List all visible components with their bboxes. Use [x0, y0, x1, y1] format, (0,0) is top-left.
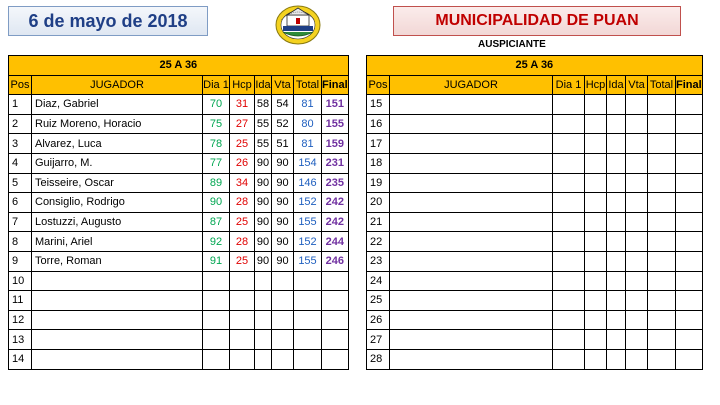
dia1-cell [553, 251, 585, 271]
player-cell: Diaz, Gabriel [32, 95, 203, 115]
final-cell [676, 95, 703, 115]
hcp-cell: 28 [230, 193, 255, 213]
player-cell: Marini, Ariel [32, 232, 203, 252]
final-cell [676, 173, 703, 193]
table-row [367, 193, 703, 213]
table-row [367, 212, 703, 232]
table-row [367, 153, 703, 173]
table-row [9, 114, 349, 134]
hcp-column-header: Hcp [230, 75, 255, 95]
hcp-cell: 25 [230, 251, 255, 271]
final-cell [676, 232, 703, 252]
total-cell [648, 193, 676, 213]
pos-cell: 21 [367, 212, 390, 232]
hcp-cell [230, 310, 255, 330]
hcp-cell [585, 251, 607, 271]
ida-cell [607, 212, 626, 232]
player-cell [390, 153, 553, 173]
total-cell [648, 232, 676, 252]
table-row [9, 173, 349, 193]
table-row [9, 193, 349, 213]
table-row [367, 330, 703, 350]
pos-cell: 7 [9, 212, 32, 232]
dia1-cell [203, 330, 230, 350]
table-row [9, 134, 349, 154]
dia1-cell [553, 95, 585, 115]
player-cell [390, 251, 553, 271]
total-cell [648, 134, 676, 154]
table-row [367, 232, 703, 252]
pos-cell: 26 [367, 310, 390, 330]
pos-cell: 10 [9, 271, 32, 291]
hcp-cell: 25 [230, 212, 255, 232]
hcp-cell [585, 153, 607, 173]
dia1-cell [553, 310, 585, 330]
ida-cell [255, 271, 272, 291]
category-header: 25 A 36 [9, 56, 349, 76]
final-cell [676, 153, 703, 173]
player-cell: Teisseire, Oscar [32, 173, 203, 193]
player-cell: Consiglio, Rodrigo [32, 193, 203, 213]
table-row [367, 95, 703, 115]
total-cell: 81 [294, 134, 322, 154]
player-cell: Torre, Roman [32, 251, 203, 271]
pos-cell: 19 [367, 173, 390, 193]
pos-cell: 27 [367, 330, 390, 350]
final-cell: 231 [322, 153, 349, 173]
dia1-cell: 70 [203, 95, 230, 115]
hcp-cell [585, 114, 607, 134]
pos-cell: 5 [9, 173, 32, 193]
table-row [9, 95, 349, 115]
total-cell [648, 330, 676, 350]
dia1-cell [553, 114, 585, 134]
total-cell [648, 271, 676, 291]
ida-cell [255, 310, 272, 330]
total-cell: 146 [294, 173, 322, 193]
player-cell [390, 114, 553, 134]
ida-cell [607, 251, 626, 271]
final-cell [322, 291, 349, 311]
total-cell [648, 349, 676, 369]
pos-cell: 8 [9, 232, 32, 252]
pos-cell: 16 [367, 114, 390, 134]
vta-cell [626, 232, 648, 252]
pos-cell: 18 [367, 153, 390, 173]
total-cell [294, 310, 322, 330]
final-cell [676, 310, 703, 330]
pos-cell: 22 [367, 232, 390, 252]
player-cell [32, 271, 203, 291]
vta-cell [626, 134, 648, 154]
ida-cell: 90 [255, 193, 272, 213]
vta-cell [626, 271, 648, 291]
ida-cell [607, 193, 626, 213]
total-cell: 152 [294, 232, 322, 252]
dia1-cell: 75 [203, 114, 230, 134]
pos-cell: 13 [9, 330, 32, 350]
total-cell [648, 153, 676, 173]
municipality-title: MUNICIPALIDAD DE PUAN [393, 6, 681, 36]
pos-cell: 9 [9, 251, 32, 271]
dia1-cell [553, 134, 585, 154]
results-table-right [366, 55, 703, 370]
player-cell: Ruiz Moreno, Horacio [32, 114, 203, 134]
vta-cell [626, 95, 648, 115]
table-row [367, 291, 703, 311]
final-cell [676, 134, 703, 154]
dia1-cell [553, 291, 585, 311]
table-row [367, 271, 703, 291]
dia1-cell: 91 [203, 251, 230, 271]
dia1-column-header: Dia 1 [203, 75, 230, 95]
ida-cell: 55 [255, 114, 272, 134]
total-cell [294, 291, 322, 311]
hcp-cell: 34 [230, 173, 255, 193]
ida-cell [607, 349, 626, 369]
total-cell [648, 212, 676, 232]
dia1-cell [553, 349, 585, 369]
total-cell [648, 251, 676, 271]
total-cell [648, 291, 676, 311]
total-cell [648, 95, 676, 115]
ida-cell: 58 [255, 95, 272, 115]
player-cell [390, 173, 553, 193]
ida-cell [255, 330, 272, 350]
hcp-cell [585, 271, 607, 291]
final-cell: 242 [322, 212, 349, 232]
vta-cell: 90 [272, 232, 294, 252]
hcp-cell [230, 271, 255, 291]
total-cell [294, 349, 322, 369]
player-cell [32, 330, 203, 350]
vta-cell [626, 330, 648, 350]
player-cell [390, 193, 553, 213]
pos-cell: 28 [367, 349, 390, 369]
dia1-cell [553, 193, 585, 213]
vta-cell: 90 [272, 212, 294, 232]
pos-cell: 24 [367, 271, 390, 291]
hcp-cell: 31 [230, 95, 255, 115]
table-row [9, 251, 349, 271]
final-cell [676, 193, 703, 213]
ida-column-header: Ida [255, 75, 272, 95]
final-cell: 244 [322, 232, 349, 252]
table-row [9, 330, 349, 350]
vta-cell [272, 291, 294, 311]
table-row [9, 153, 349, 173]
player-cell [390, 95, 553, 115]
vta-cell [272, 330, 294, 350]
total-cell [294, 271, 322, 291]
pos-column-header: Pos [9, 75, 32, 95]
total-column-header: Total [294, 75, 322, 95]
dia1-cell [203, 310, 230, 330]
player-cell [390, 310, 553, 330]
total-cell [648, 310, 676, 330]
hcp-cell [585, 310, 607, 330]
player-cell: Lostuzzi, Augusto [32, 212, 203, 232]
ida-cell [607, 114, 626, 134]
player-cell [390, 232, 553, 252]
table-row [9, 291, 349, 311]
table-row [9, 271, 349, 291]
vta-cell [626, 251, 648, 271]
pos-cell: 12 [9, 310, 32, 330]
dia1-cell [553, 173, 585, 193]
hcp-cell [585, 212, 607, 232]
vta-cell [272, 349, 294, 369]
hcp-cell [585, 95, 607, 115]
player-cell [390, 349, 553, 369]
vta-cell [626, 212, 648, 232]
dia1-cell [203, 349, 230, 369]
total-cell: 155 [294, 212, 322, 232]
vta-column-header: Vta [626, 75, 648, 95]
final-cell [676, 349, 703, 369]
total-cell: 155 [294, 251, 322, 271]
table-row [9, 212, 349, 232]
hcp-cell [585, 291, 607, 311]
dia1-cell [553, 212, 585, 232]
vta-cell [626, 310, 648, 330]
pos-cell: 1 [9, 95, 32, 115]
vta-cell [626, 153, 648, 173]
hcp-cell [230, 349, 255, 369]
vta-cell: 52 [272, 114, 294, 134]
hcp-cell: 28 [230, 232, 255, 252]
ida-column-header: Ida [607, 75, 626, 95]
final-cell [322, 271, 349, 291]
ida-cell: 90 [255, 153, 272, 173]
vta-cell [626, 173, 648, 193]
vta-cell [272, 310, 294, 330]
vta-cell: 51 [272, 134, 294, 154]
player-cell [32, 291, 203, 311]
hcp-cell [230, 291, 255, 311]
hcp-cell [585, 232, 607, 252]
dia1-cell: 77 [203, 153, 230, 173]
player-cell [32, 349, 203, 369]
hcp-cell [585, 330, 607, 350]
final-cell: 242 [322, 193, 349, 213]
player-cell: Alvarez, Luca [32, 134, 203, 154]
pos-cell: 3 [9, 134, 32, 154]
final-cell [676, 271, 703, 291]
player-column-header: JUGADOR [390, 75, 553, 95]
table-row [367, 310, 703, 330]
vta-cell: 90 [272, 173, 294, 193]
hcp-cell [585, 134, 607, 154]
vta-cell [272, 271, 294, 291]
final-cell [676, 251, 703, 271]
final-cell [322, 310, 349, 330]
ida-cell: 90 [255, 212, 272, 232]
hcp-cell: 27 [230, 114, 255, 134]
player-cell [390, 134, 553, 154]
table-row [367, 114, 703, 134]
ida-cell: 90 [255, 232, 272, 252]
ida-cell [607, 271, 626, 291]
ida-cell [607, 232, 626, 252]
vta-column-header: Vta [272, 75, 294, 95]
dia1-cell [203, 291, 230, 311]
vta-cell: 90 [272, 153, 294, 173]
total-cell [294, 330, 322, 350]
final-cell: 159 [322, 134, 349, 154]
player-cell: Guijarro, M. [32, 153, 203, 173]
vta-cell [626, 114, 648, 134]
vta-cell [626, 349, 648, 369]
final-cell: 155 [322, 114, 349, 134]
total-cell: 152 [294, 193, 322, 213]
pos-cell: 15 [367, 95, 390, 115]
vta-cell [626, 193, 648, 213]
final-cell [676, 291, 703, 311]
dia1-column-header: Dia 1 [553, 75, 585, 95]
dia1-cell [553, 330, 585, 350]
pos-cell: 20 [367, 193, 390, 213]
sponsor-label: AUSPICIANTE [478, 39, 546, 50]
total-cell: 80 [294, 114, 322, 134]
pos-cell: 14 [9, 349, 32, 369]
table-row [367, 173, 703, 193]
total-column-header: Total [648, 75, 676, 95]
dia1-cell [553, 271, 585, 291]
dia1-cell: 90 [203, 193, 230, 213]
hcp-column-header: Hcp [585, 75, 607, 95]
pos-column-header: Pos [367, 75, 390, 95]
vta-cell: 90 [272, 251, 294, 271]
vta-cell: 90 [272, 193, 294, 213]
ida-cell [607, 291, 626, 311]
table-row [367, 134, 703, 154]
hcp-cell [585, 193, 607, 213]
final-cell [676, 212, 703, 232]
final-column-header: Final [676, 75, 703, 95]
table-row [9, 232, 349, 252]
hcp-cell [585, 349, 607, 369]
pos-cell: 23 [367, 251, 390, 271]
pos-cell: 17 [367, 134, 390, 154]
ida-cell [607, 95, 626, 115]
total-cell [648, 114, 676, 134]
hcp-cell [230, 330, 255, 350]
dia1-cell: 87 [203, 212, 230, 232]
municipal-crest-logo [272, 2, 324, 46]
player-cell [32, 310, 203, 330]
dia1-cell: 78 [203, 134, 230, 154]
pos-cell: 25 [367, 291, 390, 311]
vta-cell: 54 [272, 95, 294, 115]
ida-cell [607, 173, 626, 193]
ida-cell [255, 291, 272, 311]
ida-cell [607, 153, 626, 173]
ida-cell: 55 [255, 134, 272, 154]
table-row [9, 310, 349, 330]
final-cell [322, 349, 349, 369]
hcp-cell [585, 173, 607, 193]
dia1-cell [553, 153, 585, 173]
table-row [367, 251, 703, 271]
final-cell [676, 330, 703, 350]
player-cell [390, 291, 553, 311]
hcp-cell: 26 [230, 153, 255, 173]
final-cell: 235 [322, 173, 349, 193]
dia1-cell: 92 [203, 232, 230, 252]
ida-cell [255, 349, 272, 369]
dia1-cell [203, 271, 230, 291]
player-column-header: JUGADOR [32, 75, 203, 95]
pos-cell: 11 [9, 291, 32, 311]
dia1-cell: 89 [203, 173, 230, 193]
ida-cell [607, 134, 626, 154]
date-title: 6 de mayo de 2018 [8, 6, 208, 36]
final-cell: 151 [322, 95, 349, 115]
vta-cell [626, 291, 648, 311]
hcp-cell: 25 [230, 134, 255, 154]
final-column-header: Final [322, 75, 349, 95]
final-cell [676, 114, 703, 134]
results-table-left [8, 55, 349, 370]
ida-cell [607, 330, 626, 350]
total-cell: 81 [294, 95, 322, 115]
player-cell [390, 271, 553, 291]
ida-cell: 90 [255, 251, 272, 271]
pos-cell: 4 [9, 153, 32, 173]
total-cell [648, 173, 676, 193]
player-cell [390, 212, 553, 232]
final-cell: 246 [322, 251, 349, 271]
pos-cell: 2 [9, 114, 32, 134]
final-cell [322, 330, 349, 350]
ida-cell: 90 [255, 173, 272, 193]
pos-cell: 6 [9, 193, 32, 213]
player-cell [390, 330, 553, 350]
ida-cell [607, 310, 626, 330]
dia1-cell [553, 232, 585, 252]
category-header: 25 A 36 [367, 56, 703, 76]
table-row [9, 349, 349, 369]
total-cell: 154 [294, 153, 322, 173]
table-row [367, 349, 703, 369]
